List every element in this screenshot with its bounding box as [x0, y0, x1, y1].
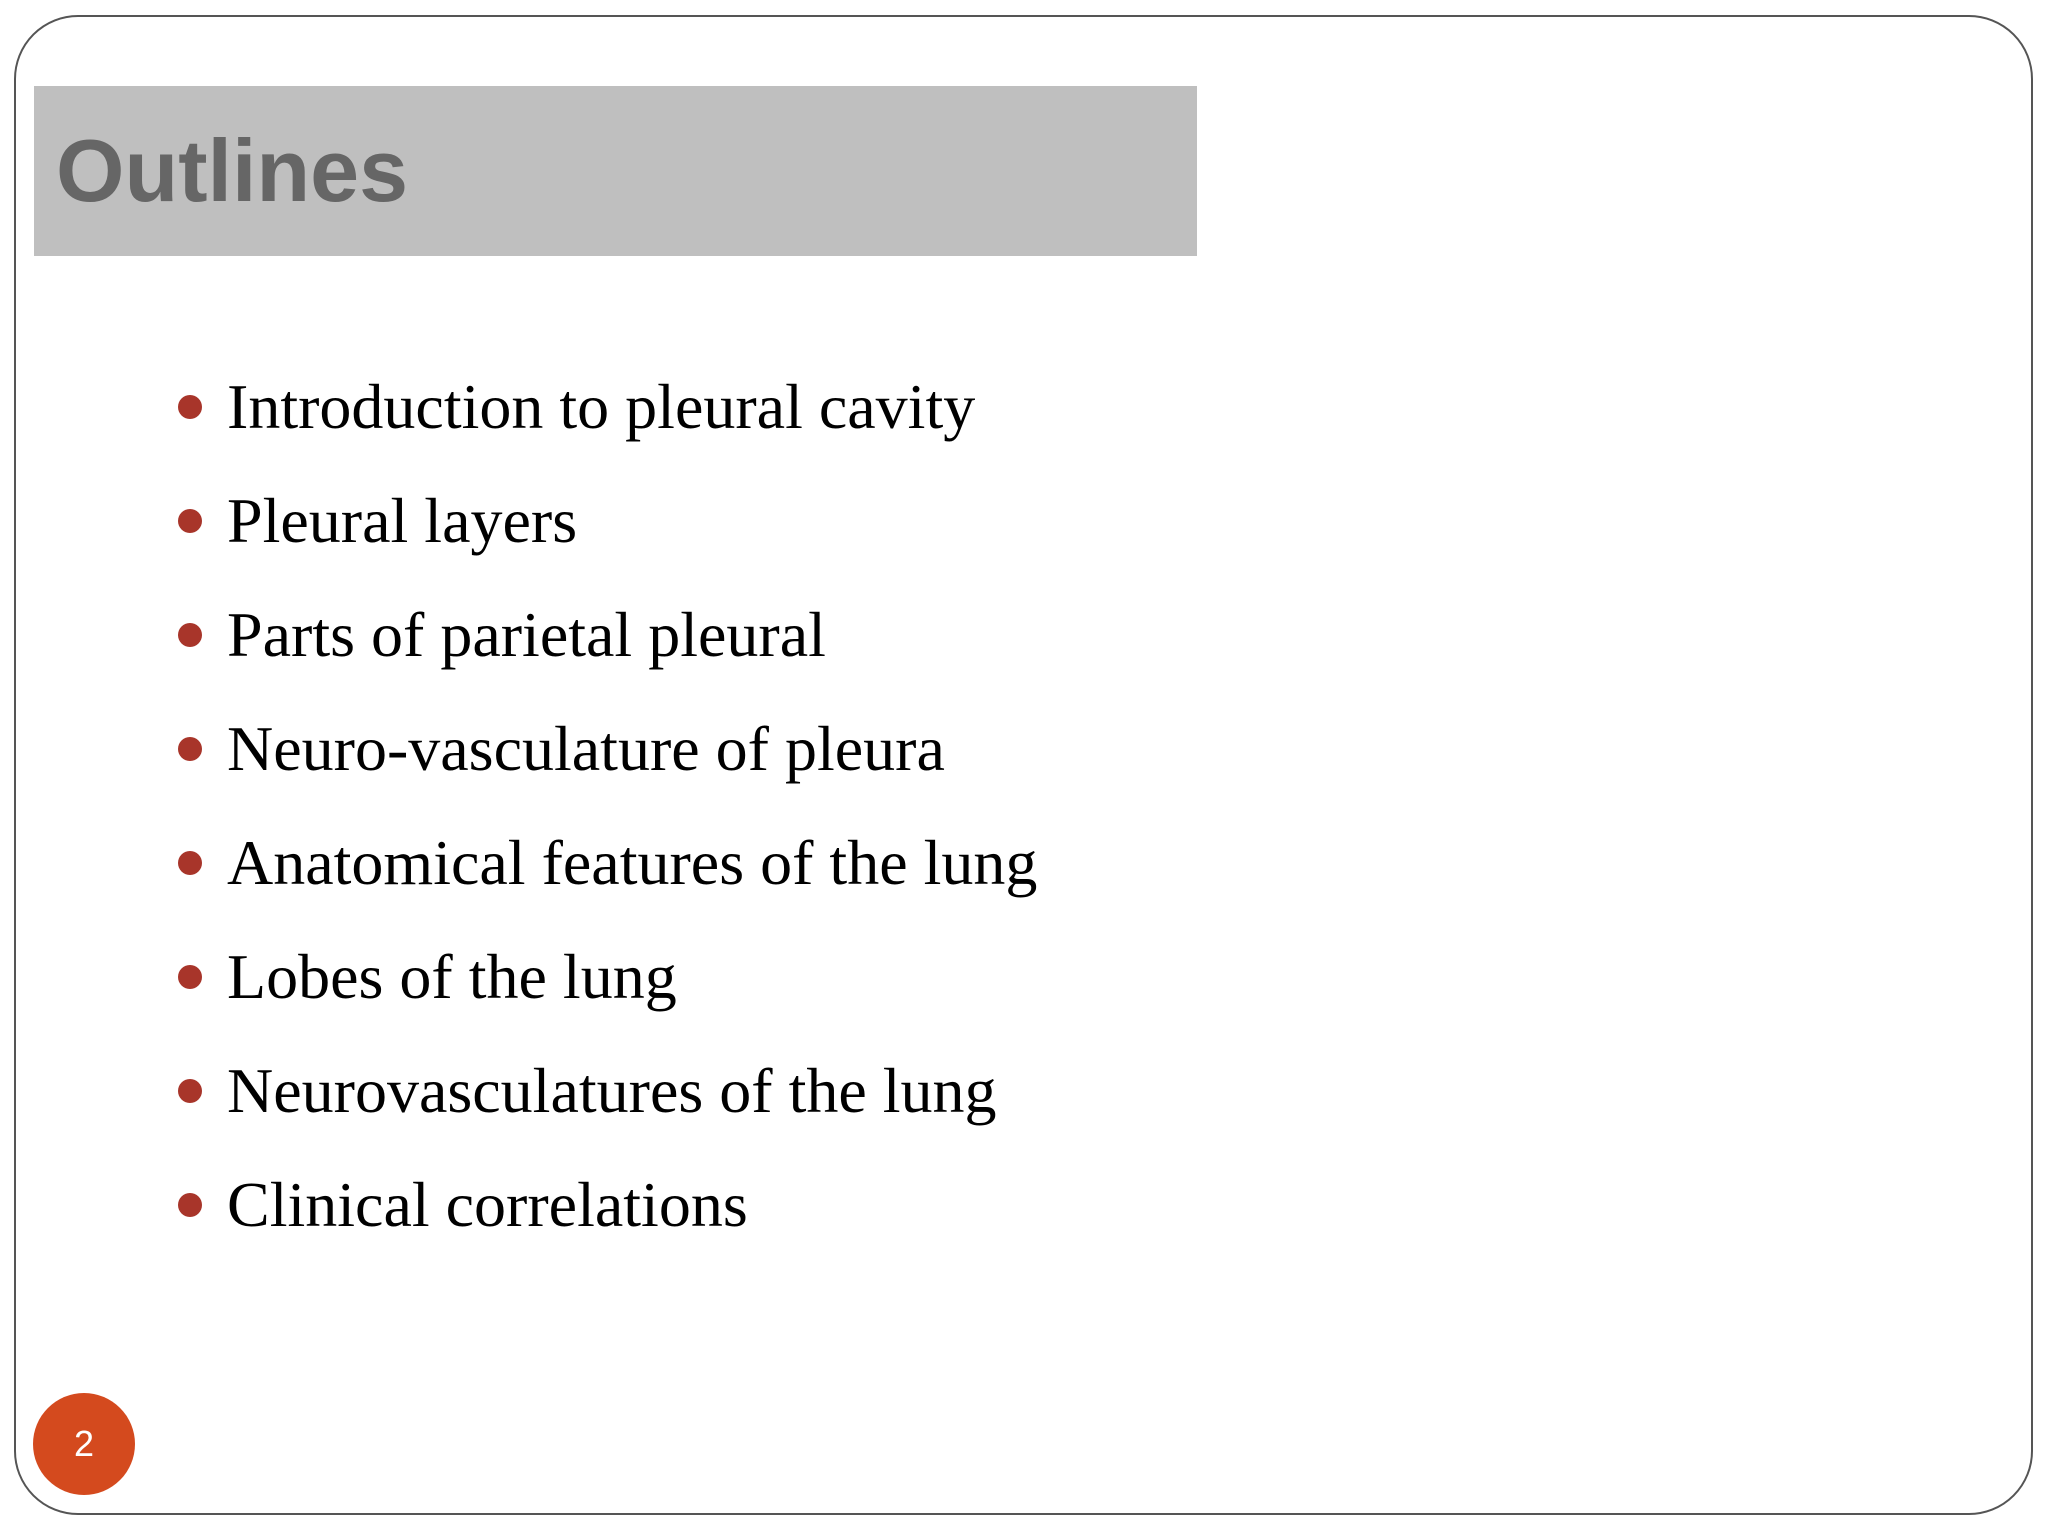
- page-number: 2: [73, 1423, 95, 1464]
- list-item-text: Anatomical features of the lung: [227, 827, 1038, 898]
- bullet-icon: [178, 1193, 202, 1217]
- list-item: [178, 806, 1037, 920]
- bullet-icon: [178, 509, 202, 533]
- page-number-badge: [33, 1393, 135, 1495]
- list-item: [178, 578, 1037, 692]
- list-item-text: Lobes of the lung: [227, 941, 677, 1012]
- bullet-icon: [178, 395, 202, 419]
- list-item-text: Pleural layers: [227, 485, 578, 556]
- list-item: [178, 1148, 1037, 1262]
- list-item: [178, 464, 1037, 578]
- bullet-icon: [178, 851, 202, 875]
- list-item-text: Parts of parietal pleural: [227, 599, 826, 670]
- list-item: [178, 920, 1037, 1034]
- list-item-text: Neuro-vasculature of pleura: [227, 713, 945, 784]
- bullet-icon: [178, 965, 202, 989]
- list-item-text: Clinical correlations: [227, 1169, 748, 1240]
- list-item: [178, 1034, 1037, 1148]
- bullet-icon: [178, 623, 202, 647]
- list-item-text: Neurovasculatures of the lung: [227, 1055, 997, 1126]
- bullet-icon: [178, 737, 202, 761]
- list-item: [178, 350, 1037, 464]
- list-item-text: Introduction to pleural cavity: [227, 371, 976, 442]
- slide-title: Outlines: [56, 121, 409, 220]
- title-bar: [34, 86, 1197, 256]
- outline-list: [178, 350, 1037, 1262]
- list-item: [178, 692, 1037, 806]
- bullet-icon: [178, 1079, 202, 1103]
